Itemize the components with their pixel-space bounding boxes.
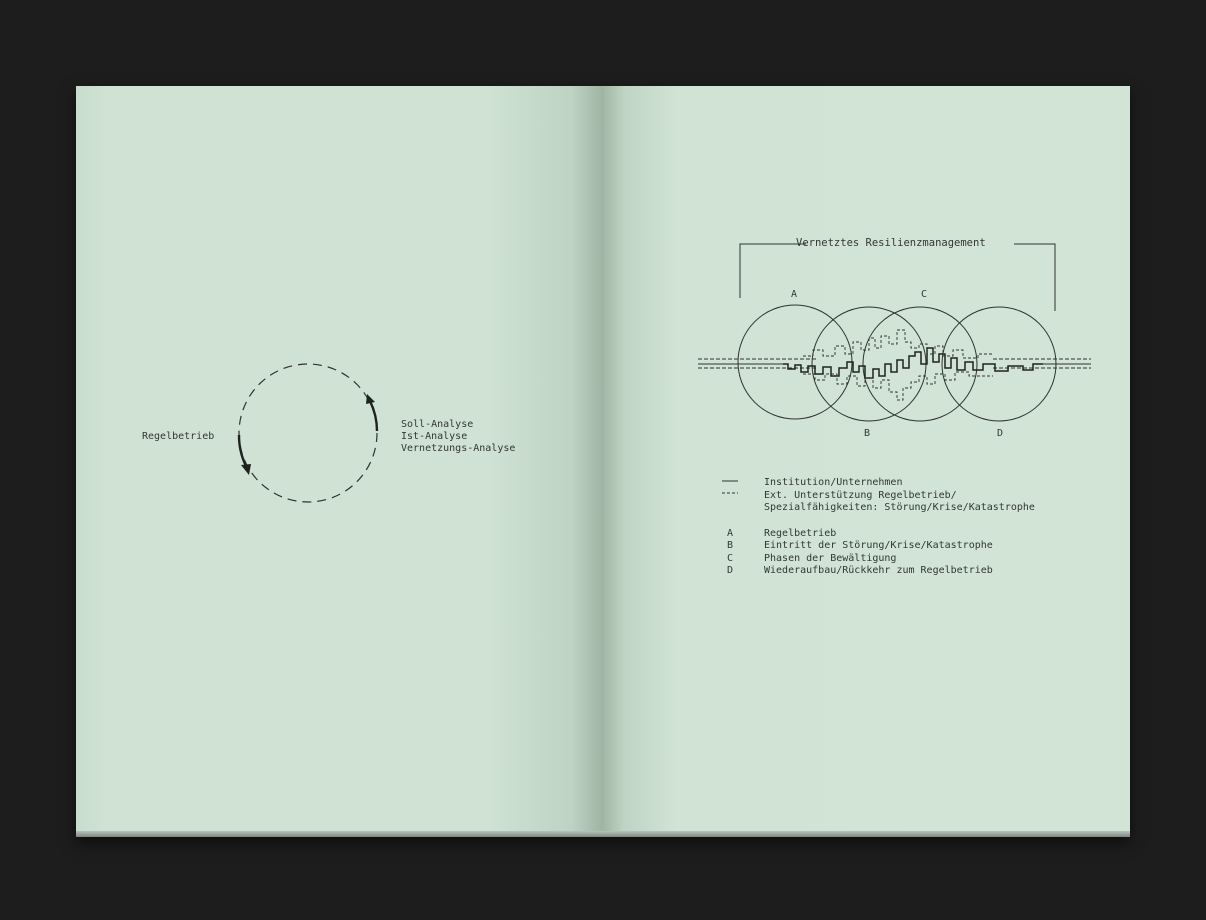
right-page (603, 86, 1130, 833)
circle-label-a: A (791, 289, 798, 300)
open-booklet (76, 86, 1130, 837)
circle-label-c: C (921, 289, 928, 300)
page-edge (76, 831, 1130, 837)
cycle-label: Regelbetrieb (142, 431, 215, 442)
cycle-circle (239, 364, 377, 502)
analysis-line-3: Vernetzungs-Analyse (401, 443, 516, 454)
legend-line-3: Spezialfähigkeiten: Störung/Krise/Katastrophe (764, 502, 1035, 513)
analysis-line-1: Soll-Analyse (401, 419, 474, 430)
phase-text-c: Phasen der Bewältigung (764, 553, 897, 564)
cycle-arrowhead-right (366, 394, 375, 404)
phase-text-d: Wiederaufbau/Rückkehr zum Regelbetrieb (764, 565, 993, 576)
phase-text-b: Eintritt der Störung/Krise/Katastrophe (764, 540, 993, 551)
cycle-arrowhead-left (241, 464, 251, 475)
phase-key-d: D (727, 565, 734, 576)
legend-line-2: Ext. Unterstützung Regelbetrieb/ (764, 490, 957, 501)
cycle-arrow-left (239, 435, 246, 466)
phase-key-b: B (727, 540, 734, 551)
legend-symbols (603, 86, 1130, 833)
analysis-line-2: Ist-Analyse (401, 431, 468, 442)
cycle-diagram (76, 86, 603, 833)
legend-line-1: Institution/Unternehmen (764, 477, 903, 488)
left-page (76, 86, 603, 833)
diagram-title: Vernetztes Resilienzmanagement (796, 237, 986, 249)
circle-label-d: D (997, 428, 1004, 439)
phase-key-c: C (727, 553, 734, 564)
cycle-arrow-right (370, 401, 377, 431)
circle-label-b: B (864, 428, 871, 439)
phase-key-a: A (727, 528, 734, 539)
phase-text-a: Regelbetrieb (764, 528, 837, 539)
